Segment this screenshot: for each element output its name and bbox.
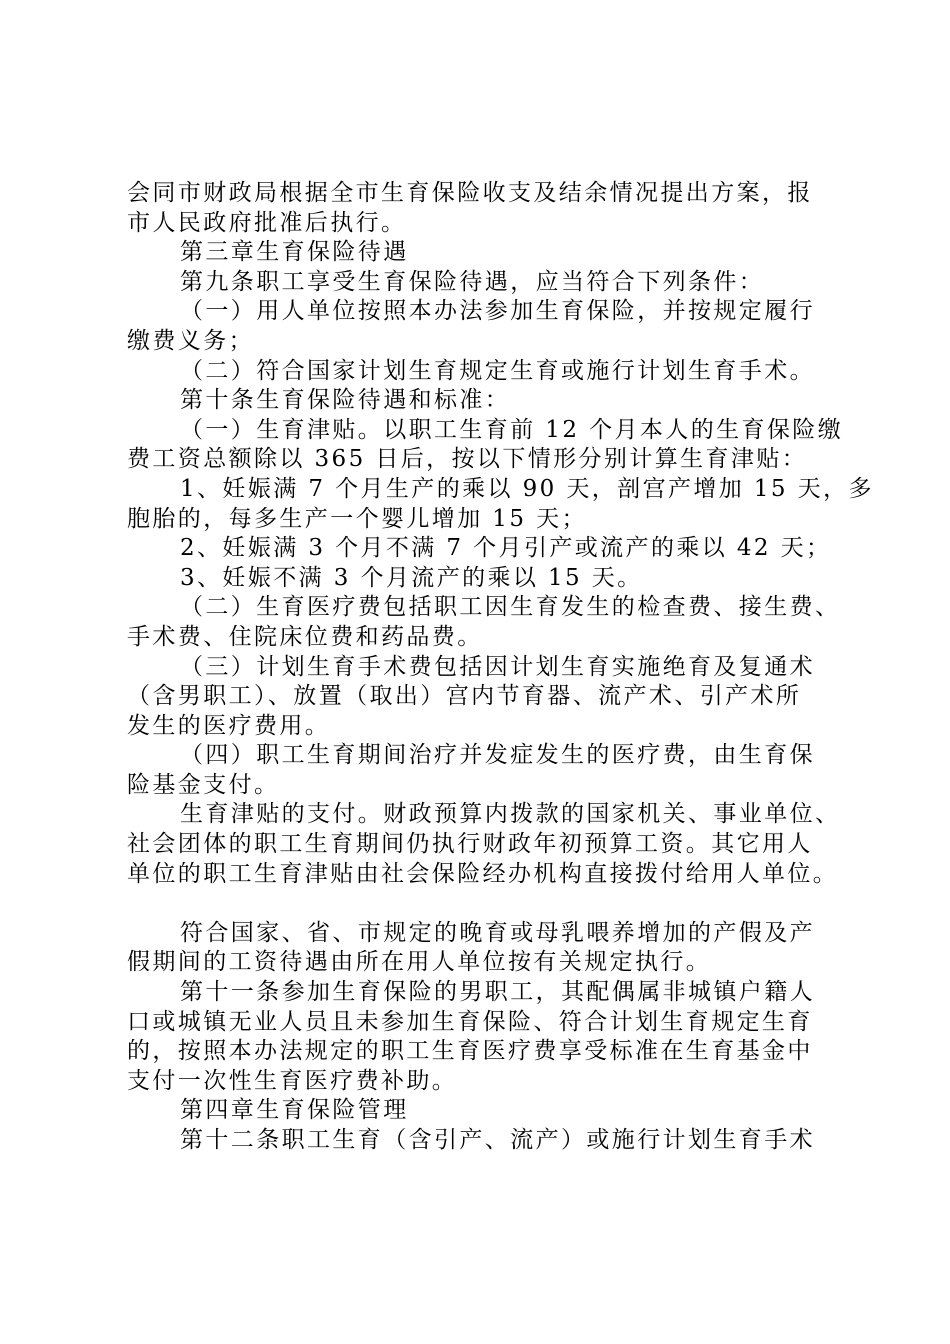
document-page (127, 179, 874, 1156)
text-line: （一）生育津贴。以职工生育前 12 个月本人的生育保险缴 (180, 416, 844, 443)
text-line: 费工资总额除以 365 日后，按以下情形分别计算生育津贴： (127, 446, 808, 473)
text-line: 第十条生育保险待遇和标准： (180, 387, 511, 414)
text-line: 第四章生育保险管理 (180, 1097, 409, 1124)
text-line: 缴费义务； (127, 327, 254, 354)
text-line: 第十一条参加生育保险的男职工，其配偶属非城镇户籍人 (180, 979, 815, 1006)
text-line: （二）符合国家计划生育规定生育或施行计划生育手术。 (180, 357, 815, 384)
text-line: （含男职工）、放置（取出）宫内节育器、流产术、引产术所 (127, 683, 802, 710)
text-line: （一）用人单位按照本办法参加生育保险，并按规定履行 (180, 298, 815, 325)
text-line: 口或城镇无业人员且未参加生育保险、符合计划生育规定生育 (127, 1008, 813, 1035)
text-line: 假期间的工资待遇由所在用人单位按有关规定执行。 (127, 949, 712, 976)
text-line: 的，按照本办法规定的职工生育医疗费享受标准在生育基金中 (127, 1038, 813, 1065)
text-line: （三）计划生育手术费包括因计划生育实施绝育及复通术 (180, 653, 815, 680)
text-line: 生育津贴的支付。财政预算内拨款的国家机关、事业单位、 (180, 801, 841, 828)
text-line: 会同市财政局根据全市生育保险收支及结余情况提出方案，报 (127, 180, 813, 206)
text-line: 2、妊娠满 3 个月不满 7 个月引产或流产的乘以 42 天； (180, 535, 832, 562)
text-line: 市人民政府批准后执行。 (127, 209, 407, 236)
text-line: 社会团体的职工生育期间仍执行财政年初预算工资。其它用人 (127, 831, 813, 858)
text-line: 手术费、住院床位费和药品费。 (127, 623, 483, 650)
text-line: 第九条职工享受生育保险待遇，应当符合下列条件： (180, 268, 765, 295)
blank-line (127, 889, 852, 919)
text-line: 3、妊娠不满 3 个月流产的乘以 15 天。 (180, 564, 643, 591)
text-line: 第三章生育保险待遇 (180, 239, 409, 266)
text-line: 胞胎的，每多生产一个婴儿增加 15 天； (127, 505, 587, 532)
text-line: 支付一次性生育医疗费补助。 (127, 1067, 458, 1094)
text-line: 符合国家、省、市规定的晚育或母乳喂养增加的产假及产 (180, 919, 815, 946)
text-line: 1、妊娠满 7 个月生产的乘以 90 天，剖宫产增加 15 天，多 (180, 475, 874, 502)
text-line: 第十二条职工生育（含引产、流产）或施行计划生育手术 (180, 1127, 815, 1153)
text-line: 险基金支付。 (127, 771, 280, 798)
text-line: （四）职工生育期间治疗并发症发生的医疗费，由生育保 (180, 742, 815, 769)
text-line: 单位的职工生育津贴由社会保险经办机构直接拨付给用人单位。 (127, 860, 839, 887)
text-line: 发生的医疗费用。 (127, 712, 331, 739)
text-line: （二）生育医疗费包括职工因生育发生的检查费、接生费、 (180, 594, 841, 621)
